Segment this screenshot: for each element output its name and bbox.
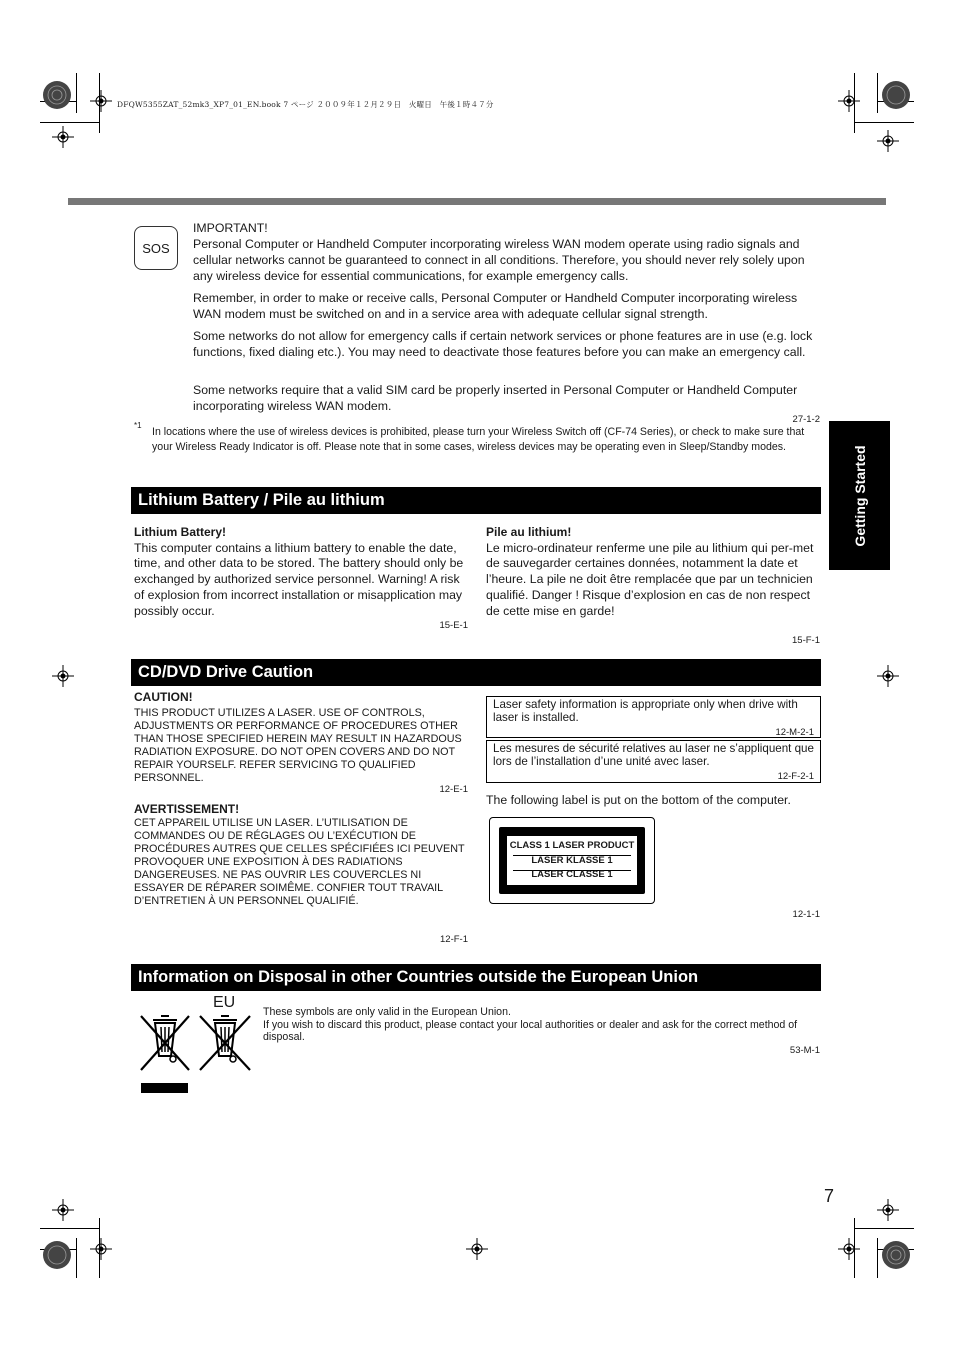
laser-label-line-1: CLASS 1 LASER PRODUCT <box>509 840 635 851</box>
caution-code: 12-E-1 <box>439 784 468 795</box>
print-header-file-info: DFQW5355ZAT_52mk3_XP7_01_EN.book 7 ページ ２００９年１２月２９日 火曜日 午後１時４７分 <box>117 100 494 109</box>
cddvd-section-title: CD/DVD Drive Caution <box>131 659 821 686</box>
caution-heading: CAUTION! <box>134 690 193 704</box>
disposal-code: 53-M-1 <box>789 1045 820 1056</box>
side-tab <box>829 421 890 570</box>
laser-product-label <box>489 817 655 904</box>
disposal-line-2: If you wish to discard this product, please contact your local authorities or dealer and ask for the correct method of disposal. <box>263 1018 798 1043</box>
laser-label-line-3: LASER CLASSE 1 <box>531 869 613 880</box>
lithium-en-column <box>134 525 472 619</box>
side-tab-label: Getting Started <box>851 444 868 547</box>
footnote-text: In locations where the use of wireless devices is prohibited, please turn your Wireless Switch off (CF-74 Series), or check to make sure that your Wireless Ready Indicator is off. Please note that in some cases, wireless devices may be operating even in Sleep/Standby modes. <box>152 426 805 453</box>
lithium-en-heading: Lithium Battery! <box>134 525 227 539</box>
registration-disc-icon <box>42 1240 72 1270</box>
avertissement-code: 12-F-1 <box>440 934 468 945</box>
registration-crosshair-icon <box>52 665 74 687</box>
laser-info-fr-code: 12-F-2-1 <box>777 771 814 782</box>
page-number: 7 <box>824 1186 835 1206</box>
footnote-mark: *1 <box>134 421 142 430</box>
avertissement-heading: AVERTISSEMENT! <box>134 802 240 816</box>
lithium-fr-heading: Pile au lithium! <box>486 525 572 539</box>
label-code: 12-1-1 <box>792 909 820 920</box>
crossed-bin-icon <box>137 1012 193 1077</box>
lithium-en-code: 15-E-1 <box>439 620 468 631</box>
weee-black-bar <box>141 1083 188 1093</box>
registration-crosshair-icon <box>466 1238 488 1260</box>
lithium-fr-code: 15-F-1 <box>792 635 820 646</box>
caution-body: THIS PRODUCT UTILIZES A LASER. USE OF CONTROLS, ADJUSTMENTS OR PERFORMANCE OF PROCEDURES OTHER THAN THOSE SPECIFIED HEREIN MAY RESULT IN HAZARDOUS RADIATION EXPOSURE. DO NOT OPEN COVERS AND DO NOT REPAIR YOURSELF. REFER SERVICING TO QUALIFIED PERSONNEL. <box>134 707 462 784</box>
sos-icon: SOS <box>134 226 178 270</box>
lithium-en-body: This computer contains a lithium battery to enable the date, time, and other data to be stored. The battery should only be exchanged by authorized service personnel. Warning! A risk of explosion from incorrect installation or misapplication may possibly occur. <box>134 540 464 618</box>
registration-crosshair-icon <box>52 126 74 148</box>
eu-label: EU <box>213 994 236 1011</box>
important-paragraph-4: Some networks require that a valid SIM card be properly inserted in Personal Computer or Handheld Computer incorporating wireless WAN modem. <box>193 383 798 413</box>
disposal-line-1: These symbols are only valid in the European Union. <box>263 1006 511 1018</box>
lithium-section-title: Lithium Battery / Pile au lithium <box>131 487 821 514</box>
laser-info-en-code: 12-M-2-1 <box>775 727 814 738</box>
laser-info-en-text: Laser safety information is appropriate only when drive with laser is installed. <box>493 698 798 724</box>
important-heading: IMPORTANT! <box>193 221 268 235</box>
laser-info-box-en <box>486 696 821 738</box>
registration-crosshair-icon <box>52 1199 74 1221</box>
registration-disc-icon <box>42 80 72 110</box>
top-rule <box>68 198 886 205</box>
registration-crosshair-icon <box>877 1199 899 1221</box>
laser-info-box-fr <box>486 740 821 783</box>
registration-crosshair-icon <box>90 90 112 112</box>
registration-disc-icon <box>881 80 911 110</box>
disposal-text <box>263 1006 823 1044</box>
laser-info-fr-text: Les mesures de sécurité relatives au laser ne s’appliquent que lors de l’installation d’une unité avec laser. <box>493 742 814 768</box>
registration-disc-icon <box>881 1240 911 1270</box>
crossed-bin-eu-icon <box>196 1012 254 1077</box>
avertissement-body: CET APPAREIL UTILISE UN LASER. L’UTILISATION DE COMMANDES OU DE RÉGLAGES OU L’EXÉCUTION DE PROCÉDURES AUTRES QUE CELLES SPÉCIFIÉES ICI PEUVENT PROVOQUER UNE EXPOSITION À DES RADIATIONS DANGEREUSES. NE PAS OUVRIR LES COUVERCLES NI ESSAYER DE RÉPARER SOIMÊME. CONFIER TOUT TRAVAIL D’ENTRETIEN À UN PERSONNEL QUALIFIÉ. <box>134 817 465 907</box>
registration-crosshair-icon <box>877 130 899 152</box>
registration-crosshair-icon <box>90 1238 112 1260</box>
lithium-fr-column <box>486 525 822 619</box>
registration-crosshair-icon <box>838 90 860 112</box>
label-intro: The following label is put on the bottom of the computer. <box>486 793 791 807</box>
disposal-section-title: Information on Disposal in other Countries outside the European Union <box>131 964 821 991</box>
registration-crosshair-icon <box>877 665 899 687</box>
important-paragraph-1: Personal Computer or Handheld Computer incorporating wireless WAN modem operate using radio signals and cellular networks cannot be guaranteed to connect in all conditions. Therefore, you should never rely solely upon any wireless device for essential communications, for example emergency calls. <box>193 237 805 283</box>
important-paragraph-3: Some networks do not allow for emergency calls if certain network services or phone features are in use (e.g. lock functions, fixed dialing etc.). You may need to deactivate those features before you can make an emergency call. <box>193 329 813 359</box>
laser-label-line-2: LASER KLASSE 1 <box>531 855 613 866</box>
registration-crosshair-icon <box>838 1238 860 1260</box>
important-paragraph-2: Remember, in order to make or receive calls, Personal Computer or Handheld Computer incorporating wireless WAN modem must be switched on and in a service area with adequate cellular signal strength. <box>193 291 798 321</box>
lithium-fr-body: Le micro-ordinateur renferme une pile au lithium qui per-met de sauvegarder certaines données, notamment la date et l’heure. La pile ne doit être remplacée que par un technicien qualifié. Danger ! Risque d’explosion en cas de non respect de cette mise en garde! <box>486 540 814 618</box>
important-code: 27-1-2 <box>792 414 820 425</box>
